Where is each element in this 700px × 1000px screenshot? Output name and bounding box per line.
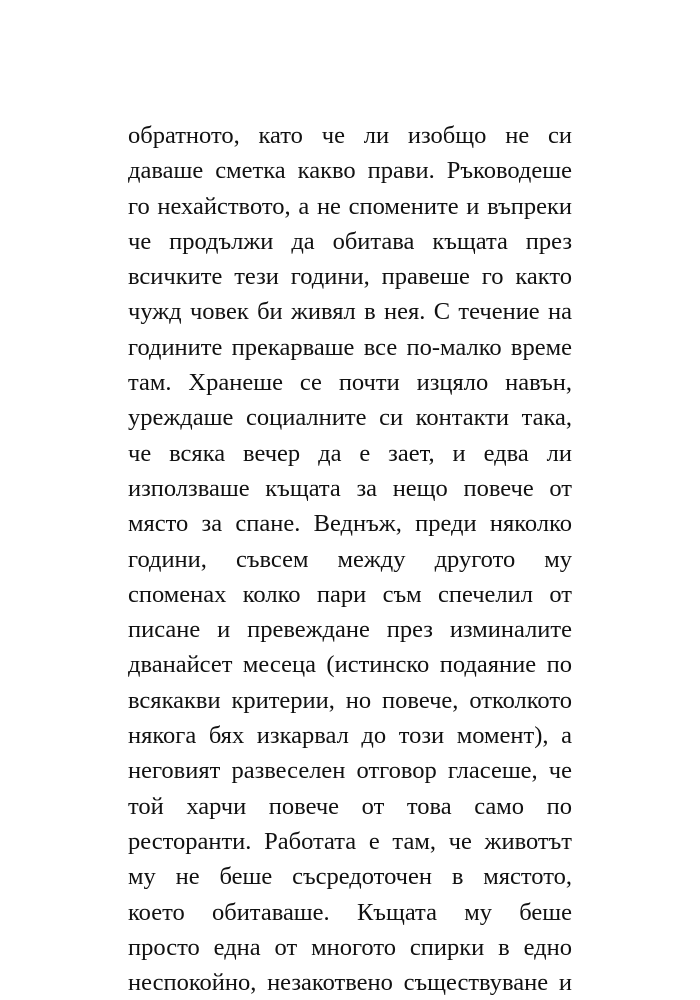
- text-line: споменах колко пари съм спечелил от: [128, 580, 572, 608]
- text-line: обратното, като че ли изобщо не си: [128, 122, 572, 149]
- text-line: неговият развеселен отговор гласеше, че: [128, 757, 572, 785]
- text-line: години, съвсем между другото му: [128, 545, 572, 573]
- text-line: използваше къщата за нещо повече от: [128, 474, 572, 502]
- text-line: чужд човек би живял в нея. С течение на: [128, 298, 572, 326]
- text-line: че всяка вечер да е зает, и едва ли: [128, 439, 572, 467]
- text-line: място за спане. Веднъж, преди няколко: [128, 510, 572, 538]
- text-line: дванайсет месеца (истинско подаяние по: [128, 651, 572, 679]
- text-line: неспокойно, незакотвено съществуване и: [128, 969, 572, 997]
- body-text: [128, 118, 572, 1000]
- text-line: даваше сметка какво прави. Ръководеше: [128, 157, 572, 185]
- text-line: ресторанти. Работата е там, че животът: [128, 827, 572, 855]
- text-line: той харчи повече от това само по: [128, 792, 572, 820]
- text-line: уреждаше социалните си контакти така,: [128, 404, 572, 432]
- text-line: че продължи да обитава къщата през: [128, 227, 572, 255]
- text-line: някога бях изкарвал до този момент), а: [128, 722, 572, 750]
- text-line: всичките тези години, правеше го както: [128, 263, 572, 291]
- text-line: което обитаваше. Къщата му беше: [128, 898, 572, 926]
- text-line: там. Хранеше се почти изцяло навън,: [128, 369, 572, 397]
- text-line: писане и превеждане през изминалите: [128, 616, 572, 644]
- text-line: годините прекарваше все по-малко време: [128, 333, 572, 361]
- text-line: му не беше съсредоточен в мястото,: [128, 863, 572, 891]
- text-line: всякакви критерии, но повече, отколкото: [128, 686, 572, 714]
- text-line: просто една от многото спирки в едно: [128, 933, 572, 961]
- text-line: го нехайството, а не спомените и въпреки: [128, 192, 572, 220]
